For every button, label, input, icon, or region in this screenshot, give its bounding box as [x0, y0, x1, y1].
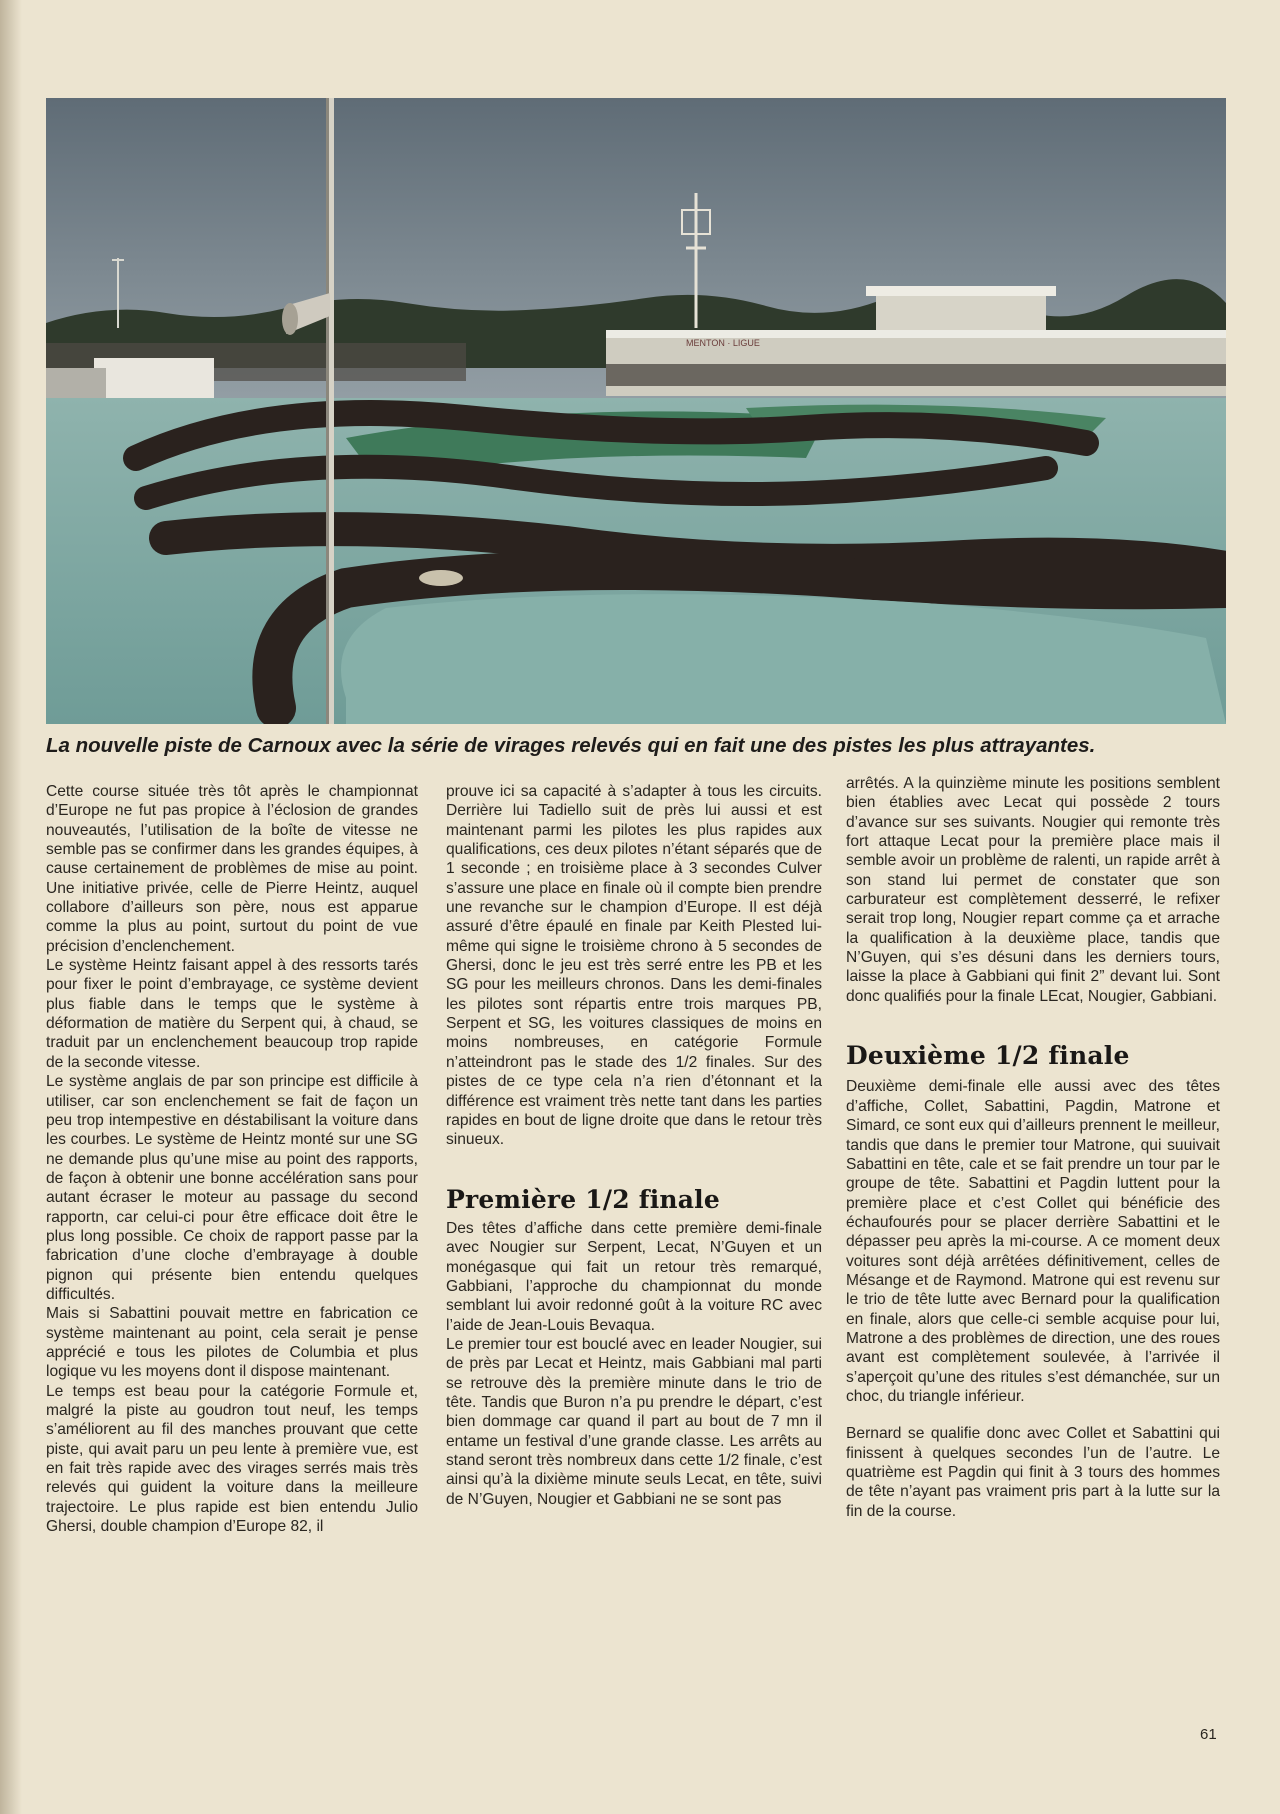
paragraph: Bernard se qualifie donc avec Collet et Sabattini qui finissent à quelques secondes l’un de l’autre. Le quatrième est Pagdin qui finit à 3 tours des hommes de tête n’ayant pas vraiment pris part à la lutte sur la fin de la course. — [846, 1425, 1220, 1520]
race-track-illustration — [46, 98, 1226, 724]
paragraph: Le système Heintz faisant appel à des ressorts tarés pour fixer le point d’embrayage, ce système devient plus fiable dans le temps que le système à déformation de matière du Serpent qui, à chaud, se traduit par un enclenchement beaucoup trop rapide de la seconde vitesse. — [46, 957, 418, 1071]
photo-caption: La nouvelle piste de Carnoux avec la série de virages relevés qui en fait une des pistes les plus attrayantes. — [46, 734, 1096, 757]
paragraph: Des têtes d’affiche dans cette première demi-finale avec Nougier sur Serpent, Lecat, N’Guyen et un monégasque qui fait un retour très remarqué, Gabbiani, l’approche du championnat du monde semblant lui avoir redonné goût à la voiture RC avec l’aide de Jean-Louis Bevaqua. — [446, 1219, 822, 1334]
section-heading-premiere-demi-finale: Première 1/2 finale — [446, 1184, 720, 1214]
paragraph: Le temps est beau pour la catégorie Formule et, malgré la piste au goudron tout neuf, les temps s’améliorent au fil des manches prouvant que cette piste, qui avait paru un peu lente à première vue, est en fait très rapide avec des virages serrés mais très relevés qui guident la voiture dans la meilleure trajectoire. Le plus rapide est bien entendu Julio Ghersi, double champion d’Europe 82, il — [46, 1382, 418, 1536]
grandstand-roof — [866, 286, 1056, 296]
pit-sign-text: MENTON · LIGUE — [686, 338, 760, 348]
paragraph-gap — [846, 1406, 1220, 1424]
paragraph: Deuxième demi-finale elle aussi avec des têtes d’affiche, Collet, Sabattini, Pagdin, Matrone et Simard, ce sont eux qui d’ailleurs prennent le meilleur, tandis que dans le premier tour Matrone, qui suuivait Sabattini en tête, cale et se fait prendre un tour par le groupe de tête. Sabattini et Pagdin luttent pour la première place et c’est Collet qui bénéficie des échaufourés pour se placer derrière Sabattini et le dépasser peu après la mi-course. A ce moment deux voitures sont déjà arrêtées définitivement, celles de Mésange et de Raymond. Matrone qui est revenu sur le trio de tête lutte avec Bernard pour la qualification en finale, alors que celle-ci semble acquise pour lui, Matrone a des problèmes de direction, une des roues avant est complètement soulevée, à l’arrivée il s’aperçoit qu’une des ritules s’est démanchée, sur un choc, du triangle inférieur. — [846, 1078, 1220, 1405]
race-track-photo — [46, 98, 1226, 724]
section-heading-deuxieme-demi-finale: Deuxième 1/2 finale — [846, 1041, 1130, 1071]
column-3 — [846, 774, 1220, 1521]
page-number: 61 — [1200, 1726, 1217, 1743]
paragraph: arrêtés. A la quinzième minute les positions semblent bien établies avec Lecat qui possède 2 tours d’avance sur ses suivants. Nougier qui remonte très fort attaque Lecat pour la première place mais il semble avoir un problème de ralenti, un rapide arrêt à son stand lui permet de constater que son carburateur est complètement desserré, le refixer serait trop long, Nougier repart comme ça et arrache la qualification à la deuxième place, tandis que N’Guyen, qui s’es désuni dans les derniers tours, laisse la place à Gabbiani qui finit 2” devant lui. Sont donc qualifiés pour la finale LEcat, Nougier, Gabbiani. — [846, 775, 1220, 1005]
paragraph: prouve ici sa capacité à s’adapter à tous les circuits. Derrière lui Tadiello suit de près lui aussi et est maintenant parmi les pilotes les plus rapides aux qualifications, ces deux pilotes n’étant séparés que de 1 seconde ; en troisième place à 3 secondes Culver s’assure une place en finale où il compte bien prendre une revanche sur le champion d’Europe. Il est déjà assuré d’être épaulé en finale par Keith Plested lui-même qui signe le troisième chrono à 5 secondes de Ghersi, donc le jeu est très serré entre les PB et les SG pour les meilleurs chronos. Dans les demi-finales les pilotes sont répartis entre trois marques PB, Serpent et SG, les voitures classiques de moins en moins nombreuses, en catégorie Formule n’atteindront pas le stade des 1/2 finales. Sur des pistes de ce type cela n’a rien d’étonnant et la différence est vraiment très nette tant dans les parties rapides en bout de ligne droite que dans le retour très sinueux. — [446, 783, 822, 1149]
marker-bowl — [419, 570, 463, 586]
paragraph: Le système anglais de par son principe est difficile à utiliser, car son enclenchement se fait de façon un peu trop intempestive en déstabilisant la voiture dans les courbes. Le système de Heintz monté sur une SG ne demande plus qu’une mise au point des rapports, de façon à obtenir une bonne accélération sans pour autant écraser le moteur au passage du second rapportn, car celui-ci pour être efficace doit être le plus long possible. Ce choix de rapport passe par la fabrication d’une cloche d’embrayage à double pignon qui présente bien entendu quelques difficultés. — [46, 1073, 418, 1303]
paragraph: Cette course située très tôt après le championnat d’Europe ne fut pas propice à l’éclosion de grandes nouveautés, l’utilisation de la boîte de vitesse ne semble pas se confirmer dans les grandes équipes, à cause certainement de problèmes de mise au point. Une initiative privée, celle de Pierre Heintz, auquel collabore d’ailleurs son père, nous est apparue comme la plus au point, surtout du point de vue précision d’enclenchement. — [46, 783, 418, 955]
crowd-right — [606, 364, 1226, 386]
paragraph: Mais si Sabattini pouvait mettre en fabrication ce système maintenant au point, cela serait je pense apprécié e tous les pilotes de Columbia et plus logique vu les moyens dont il dispose maintenant. — [46, 1305, 418, 1381]
column-1 — [46, 782, 418, 1536]
page-gutter-shadow — [0, 0, 22, 1814]
paragraph: Le premier tour est bouclé avec en leader Nougier, sui de près par Lecat et Heintz, mais Gabbiani mal parti se retrouve dès la première minute dans le trio de tête. Tandis que Buron n’a pu prendre le départ, c’est bien dommage car quand il part au bout de 7 mn il entame un festival d’une grande classe. Les arrêts au stand seront très nombreux dans cette 1/2 finale, c’est ainsi qu’à la dixième minute seuls Lecat, en tête, suivi de N’Guyen, Nougier et Gabbiani ne se sont pas — [446, 1335, 822, 1508]
column-2 — [446, 782, 822, 1509]
